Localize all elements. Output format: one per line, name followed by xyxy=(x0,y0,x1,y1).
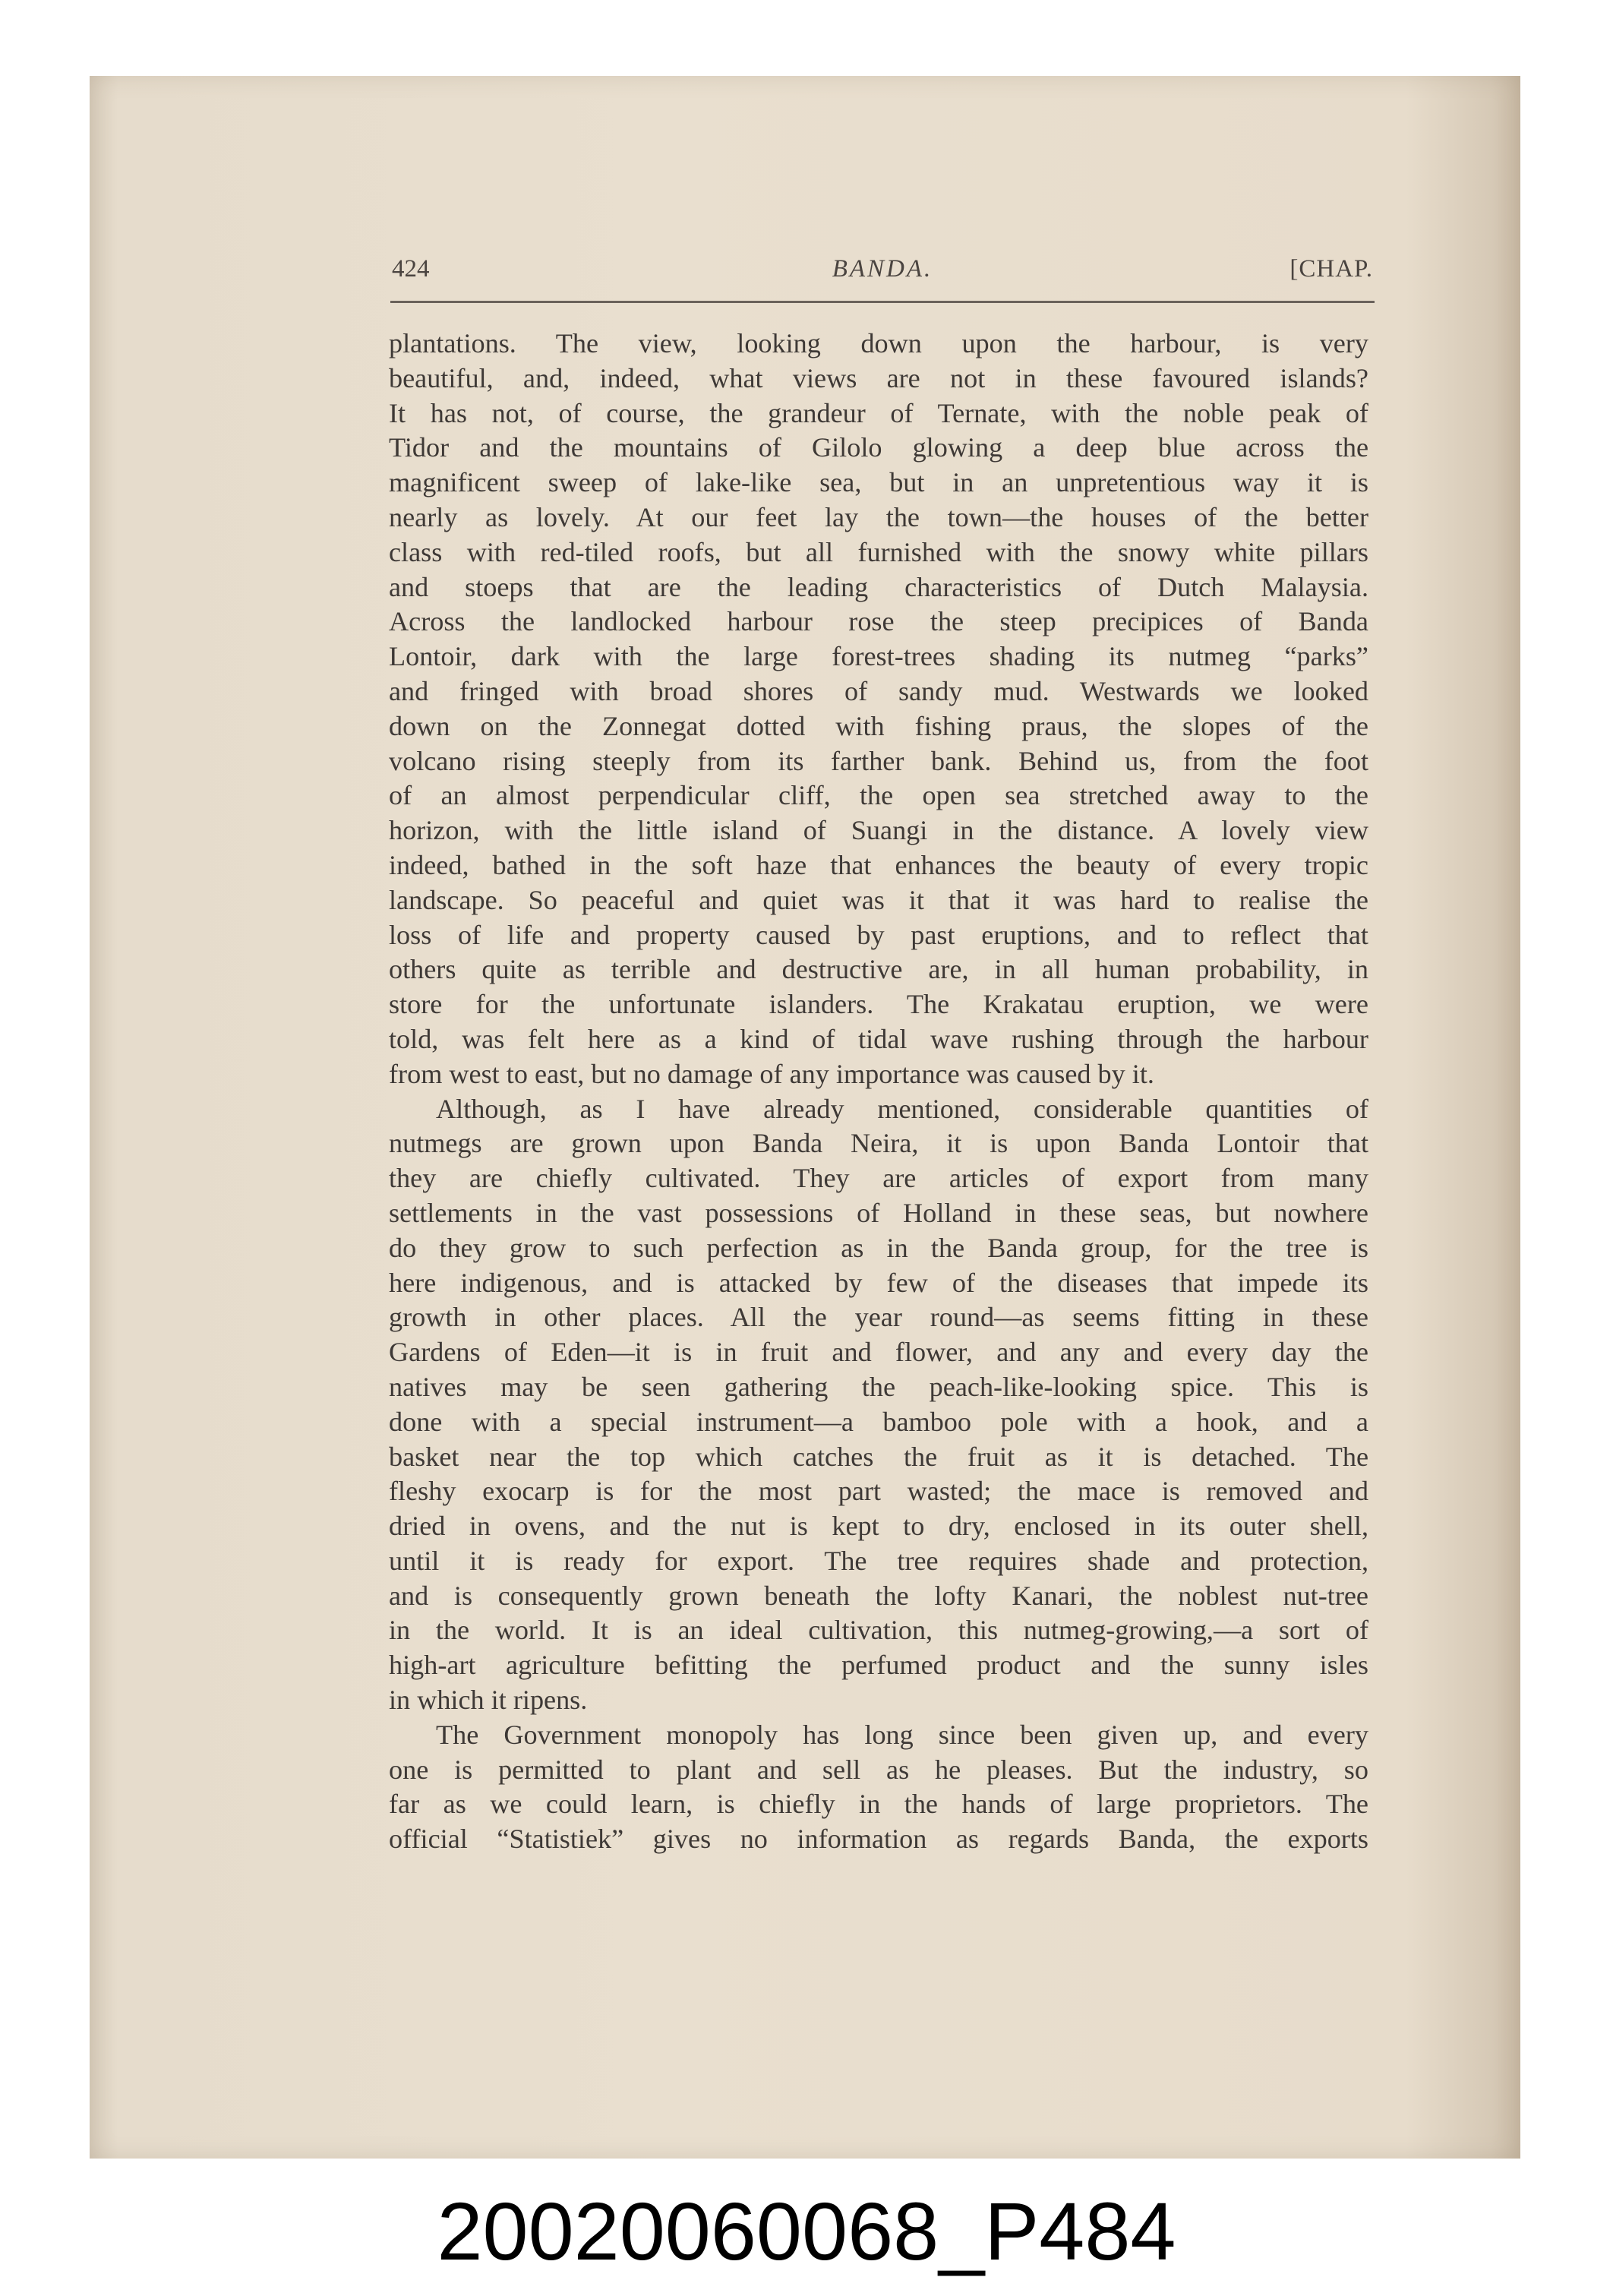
text-line: natives may be seen gathering the peach-like-looking spice. This is xyxy=(389,1371,1368,1402)
text-line: plantations. The view, looking down upon the harbour, is very xyxy=(389,328,1368,358)
chapter-mark: [CHAP. xyxy=(1289,255,1373,283)
text-line: in which it ripens. xyxy=(389,1685,588,1716)
text-line: down on the Zonnegat dotted with fishing praus, the slopes of the xyxy=(389,710,1368,741)
text-line: landscape. So peaceful and quiet was it that it was hard to realise the xyxy=(389,884,1368,915)
body-text xyxy=(389,327,1368,1857)
text-line: basket near the top which catches the fruit as it is detached. The xyxy=(389,1441,1368,1472)
page-number: 424 xyxy=(392,255,430,283)
text-line: dried in ovens, and the nut is kept to dry, enclosed in its outer shell, xyxy=(389,1511,1368,1542)
image-caption: 20020060068_P484 xyxy=(437,2185,1176,2277)
text-line: loss of life and property caused by past eruptions, and to reflect that xyxy=(389,919,1368,950)
text-line: nearly as lovely. At our feet lay the town—the houses of the better xyxy=(389,501,1368,532)
text-line: official “Statistiek” gives no information as regards Banda, the exports xyxy=(389,1824,1368,1855)
text-line: done with a special instrument—a bamboo pole with a hook, and a xyxy=(389,1406,1368,1437)
text-line: they are chiefly cultivated. They are articles of export from many xyxy=(389,1163,1368,1194)
text-line: of an almost perpendicular cliff, the open sea stretched away to the xyxy=(389,780,1368,811)
page-header xyxy=(392,255,1373,289)
text-line: volcano rising steeply from its farther bank. Behind us, from the foot xyxy=(389,745,1368,776)
text-line: It has not, of course, the grandeur of Ternate, with the noble peak of xyxy=(389,397,1368,428)
text-line: one is permitted to plant and sell as he pleases. But the industry, so xyxy=(389,1754,1368,1785)
text-line: class with red-tiled roofs, but all furnished with the snowy white pillars xyxy=(389,536,1368,567)
running-title: BANDA. xyxy=(832,255,933,283)
text-line: growth in other places. All the year round—as seems fitting in these xyxy=(389,1302,1368,1333)
text-line: indeed, bathed in the soft haze that enhances the beauty of every tropic xyxy=(389,849,1368,880)
text-line: Across the landlocked harbour rose the steep precipices of Banda xyxy=(389,606,1368,637)
text-line: far as we could learn, is chiefly in the hands of large proprietors. The xyxy=(389,1789,1368,1820)
text-line: from west to east, but no damage of any importance was caused by it. xyxy=(389,1058,1154,1089)
text-line: and stoeps that are the leading characteristics of Dutch Malaysia. xyxy=(389,571,1368,602)
text-line: nutmegs are grown upon Banda Neira, it is upon Banda Lontoir that xyxy=(389,1128,1368,1159)
text-line: fleshy exocarp is for the most part wasted; the mace is removed and xyxy=(389,1476,1368,1507)
text-line: Tidor and the mountains of Gilolo glowing a deep blue across the xyxy=(389,432,1368,463)
text-line: in the world. It is an ideal cultivation, this nutmeg-growing,—a sort of xyxy=(389,1615,1368,1646)
text-line: store for the unfortunate islanders. The Krakatau eruption, we were xyxy=(389,989,1368,1020)
text-line: here indigenous, and is attacked by few of the diseases that impede its xyxy=(389,1267,1368,1298)
text-line: Although, as I have already mentioned, considerable quantities of xyxy=(436,1093,1368,1124)
text-line: until it is ready for export. The tree requires shade and protection, xyxy=(389,1545,1368,1576)
header-rule xyxy=(390,301,1375,303)
text-line: others quite as terrible and destructive are, in all human probability, in xyxy=(389,954,1368,985)
text-line: The Government monopoly has long since been given up, and every xyxy=(436,1719,1368,1750)
text-line: and fringed with broad shores of sandy mud. Westwards we looked xyxy=(389,675,1368,706)
text-line: high-art agriculture befitting the perfumed product and the sunny isles xyxy=(389,1650,1368,1681)
text-line: horizon, with the little island of Suangi in the distance. A lovely view xyxy=(389,815,1368,846)
text-line: beautiful, and, indeed, what views are not in these favoured islands? xyxy=(389,362,1368,393)
text-line: do they grow to such perfection as in the Banda group, for the tree is xyxy=(389,1232,1368,1263)
text-line: settlements in the vast possessions of Holland in these seas, but nowhere xyxy=(389,1197,1368,1228)
text-line: Gardens of Eden—it is in fruit and flower, and any and every day the xyxy=(389,1337,1368,1368)
text-line: told, was felt here as a kind of tidal wave rushing through the harbour xyxy=(389,1023,1368,1054)
text-line: and is consequently grown beneath the lofty Kanari, the noblest nut-tree xyxy=(389,1580,1368,1611)
text-line: Lontoir, dark with the large forest-trees shading its nutmeg “parks” xyxy=(389,641,1368,672)
text-line: magnificent sweep of lake-like sea, but in an unpretentious way it is xyxy=(389,467,1368,498)
